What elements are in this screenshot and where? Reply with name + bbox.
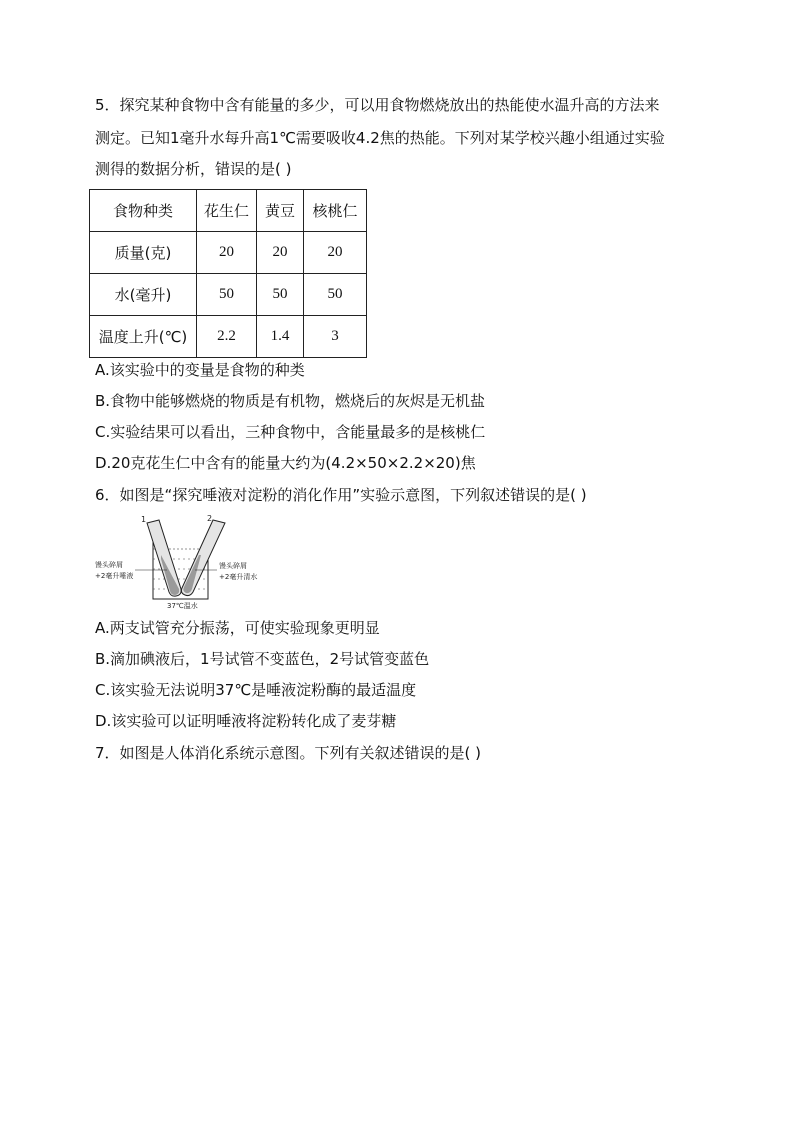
saliva-experiment-figure [95, 515, 265, 610]
left-label-line-1: 馒头碎屑 [95, 561, 123, 569]
table-row [90, 232, 367, 274]
table-cell: 50 [304, 274, 367, 316]
table-cell: 50 [257, 274, 304, 316]
q5-option-a: A.该实验中的变量是食物的种类 [95, 361, 305, 379]
right-label-line-1: 馒头碎屑 [219, 562, 247, 570]
table-cell: 1.4 [257, 316, 304, 358]
q5-option-d: D.20克花生仁中含有的能量大约为(4.2×50×2.2×20)焦 [95, 454, 476, 472]
q5-stem-line-2: 测定。已知1毫升水每升高1℃需要吸收4.2焦的热能。下列对某学校兴趣小组通过实验 [95, 129, 665, 147]
food-energy-table [89, 189, 367, 358]
table-header-cell: 黄豆 [257, 190, 304, 232]
q6-option-d: D.该实验可以证明唾液将淀粉转化成了麦芽糖 [95, 712, 397, 730]
q6-stem: 6．如图是“探究唾液对淀粉的消化作用”实验示意图，下列叙述错误的是( ) [95, 486, 587, 504]
test-tube-1-icon [147, 520, 181, 596]
q5-stem-line-1: 5．探究某种食物中含有能量的多少，可以用食物燃烧放出的热能使水温升高的方法来 [95, 96, 660, 114]
table-cell: 50 [197, 274, 257, 316]
q6-option-c: C.该实验无法说明37℃是唾液淀粉酶的最适温度 [95, 681, 417, 699]
table-row [90, 316, 367, 358]
right-label-line-2: +2毫升清水 [219, 573, 258, 581]
tube-1-label: 1 [141, 515, 147, 524]
table-cell: 3 [304, 316, 367, 358]
test-tube-2-icon [181, 520, 225, 596]
table-cell: 2.2 [197, 316, 257, 358]
table-cell: 质量(克) [90, 232, 197, 274]
q5-option-b: B.食物中能够燃烧的物质是有机物，燃烧后的灰烬是无机盐 [95, 392, 486, 410]
table-cell: 20 [197, 232, 257, 274]
q6-option-a: A.两支试管充分振荡，可使实验现象更明显 [95, 619, 380, 637]
bottom-label: 37℃温水 [167, 602, 198, 610]
table-cell: 温度上升(℃) [90, 316, 197, 358]
left-label-line-2: +2毫升唾液 [95, 572, 134, 580]
table-header-cell: 核桃仁 [304, 190, 367, 232]
table-row [90, 274, 367, 316]
q5-stem-line-3: 测得的数据分析，错误的是( ) [95, 160, 292, 178]
q6-option-b: B.滴加碘液后，1号试管不变蓝色，2号试管变蓝色 [95, 650, 430, 668]
table-cell: 20 [257, 232, 304, 274]
table-cell: 水(毫升) [90, 274, 197, 316]
tube-2-label: 2 [207, 515, 213, 523]
table-header-row [90, 190, 367, 232]
q5-option-c: C.实验结果可以看出，三种食物中，含能量最多的是核桃仁 [95, 423, 486, 441]
table-header-cell: 花生仁 [197, 190, 257, 232]
q7-stem: 7．如图是人体消化系统示意图。下列有关叙述错误的是( ) [95, 744, 482, 762]
table-header-cell: 食物种类 [90, 190, 197, 232]
table-cell: 20 [304, 232, 367, 274]
